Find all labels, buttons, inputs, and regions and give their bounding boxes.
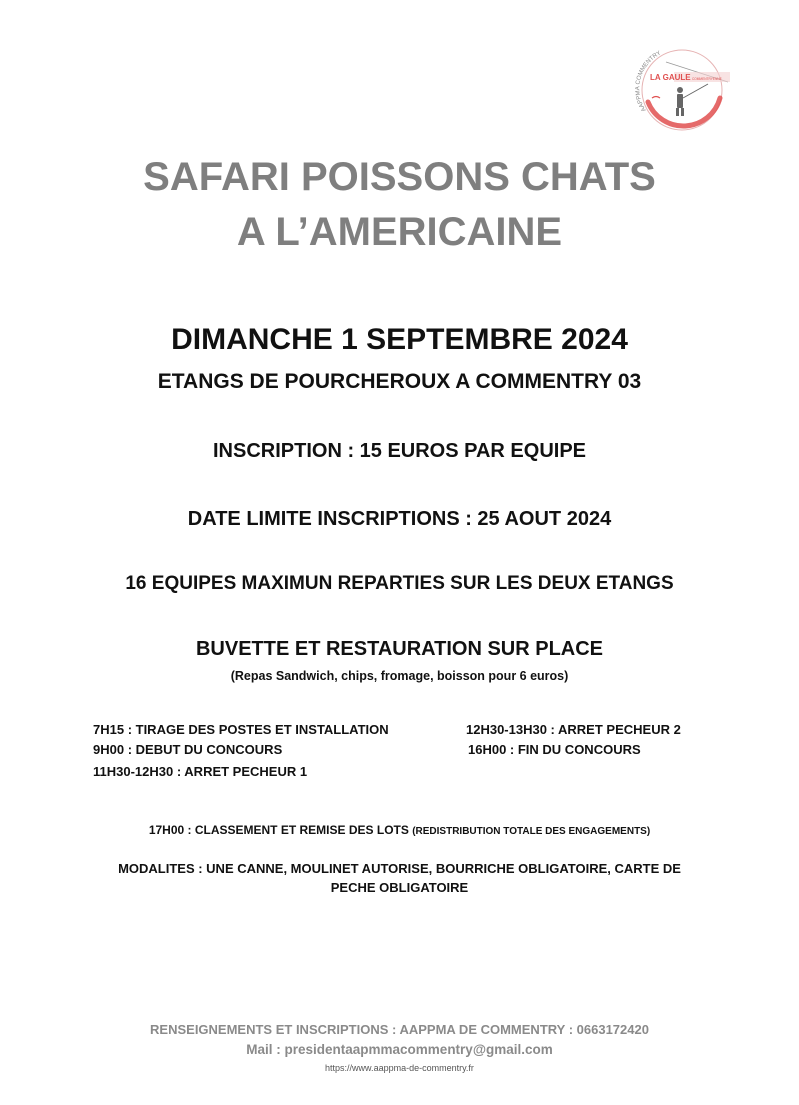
schedule-item-left-2: 9H00 : DEBUT DU CONCOURS (93, 742, 283, 757)
schedule-item-right-1: 12H30-13H30 : ARRET PECHEUR 2 (466, 722, 681, 737)
logo-subname: COMMENTRYENNE (692, 77, 722, 81)
registration-deadline: DATE LIMITE INSCRIPTIONS : 25 AOUT 2024 (187, 508, 612, 530)
footer-mail: Mail : presidentaapmmacommentry@gmail.com (246, 1042, 553, 1057)
classement-text: 17H00 : CLASSEMENT ET REMISE DES LOTS (148, 823, 409, 837)
modalites-line1: MODALITES : UNE CANNE, MOULINET AUTORISE, BOURRICHE OBLIGATOIRE, CARTE DE (118, 861, 681, 876)
inscription-fee: INSCRIPTION : 15 EUROS PAR EQUIPE (212, 440, 587, 462)
footer-contact: RENSEIGNEMENTS ET INSCRIPTIONS : AAPPMA DE COMMENTRY : 0663172420 (150, 1022, 649, 1037)
buvette-info: BUVETTE ET RESTAURATION SUR PLACE (195, 638, 604, 660)
page-title-line1: SAFARI POISSONS CHATS (143, 155, 656, 199)
classement-note: (REDISTRIBUTION TOTALE DES ENGAGEMENTS) (412, 826, 651, 837)
event-location: ETANGS DE POURCHEROUX A COMMENTRY 03 (157, 370, 642, 393)
repas-info: (Repas Sandwich, chips, fromage, boisson pour 6 euros) (230, 669, 569, 683)
logo-name: LA GAULE (650, 73, 691, 82)
schedule-item-left-3: 11H30-12H30 : ARRET PECHEUR 1 (93, 764, 308, 779)
schedule-item-right-2: 16H00 : FIN DU CONCOURS (468, 742, 641, 757)
teams-info: 16 EQUIPES MAXIMUN REPARTIES SUR LES DEUX ETANGS (125, 573, 674, 594)
club-logo (628, 40, 732, 136)
page-title-line2: A L’AMERICAINE (236, 210, 563, 254)
logo-arc-text: AAPPMA COMMENTRY (635, 50, 663, 113)
modalites-line2: PECHE OBLIGATOIRE (330, 880, 469, 895)
classement-line (0, 823, 799, 837)
schedule-item-left-1: 7H15 : TIRAGE DES POSTES ET INSTALLATION (93, 722, 389, 737)
footer-url: https://www.aappma-de-commentry.fr (325, 1063, 474, 1073)
fisherman-icon (676, 84, 708, 116)
event-date: DIMANCHE 1 SEPTEMBRE 2024 (171, 323, 628, 356)
